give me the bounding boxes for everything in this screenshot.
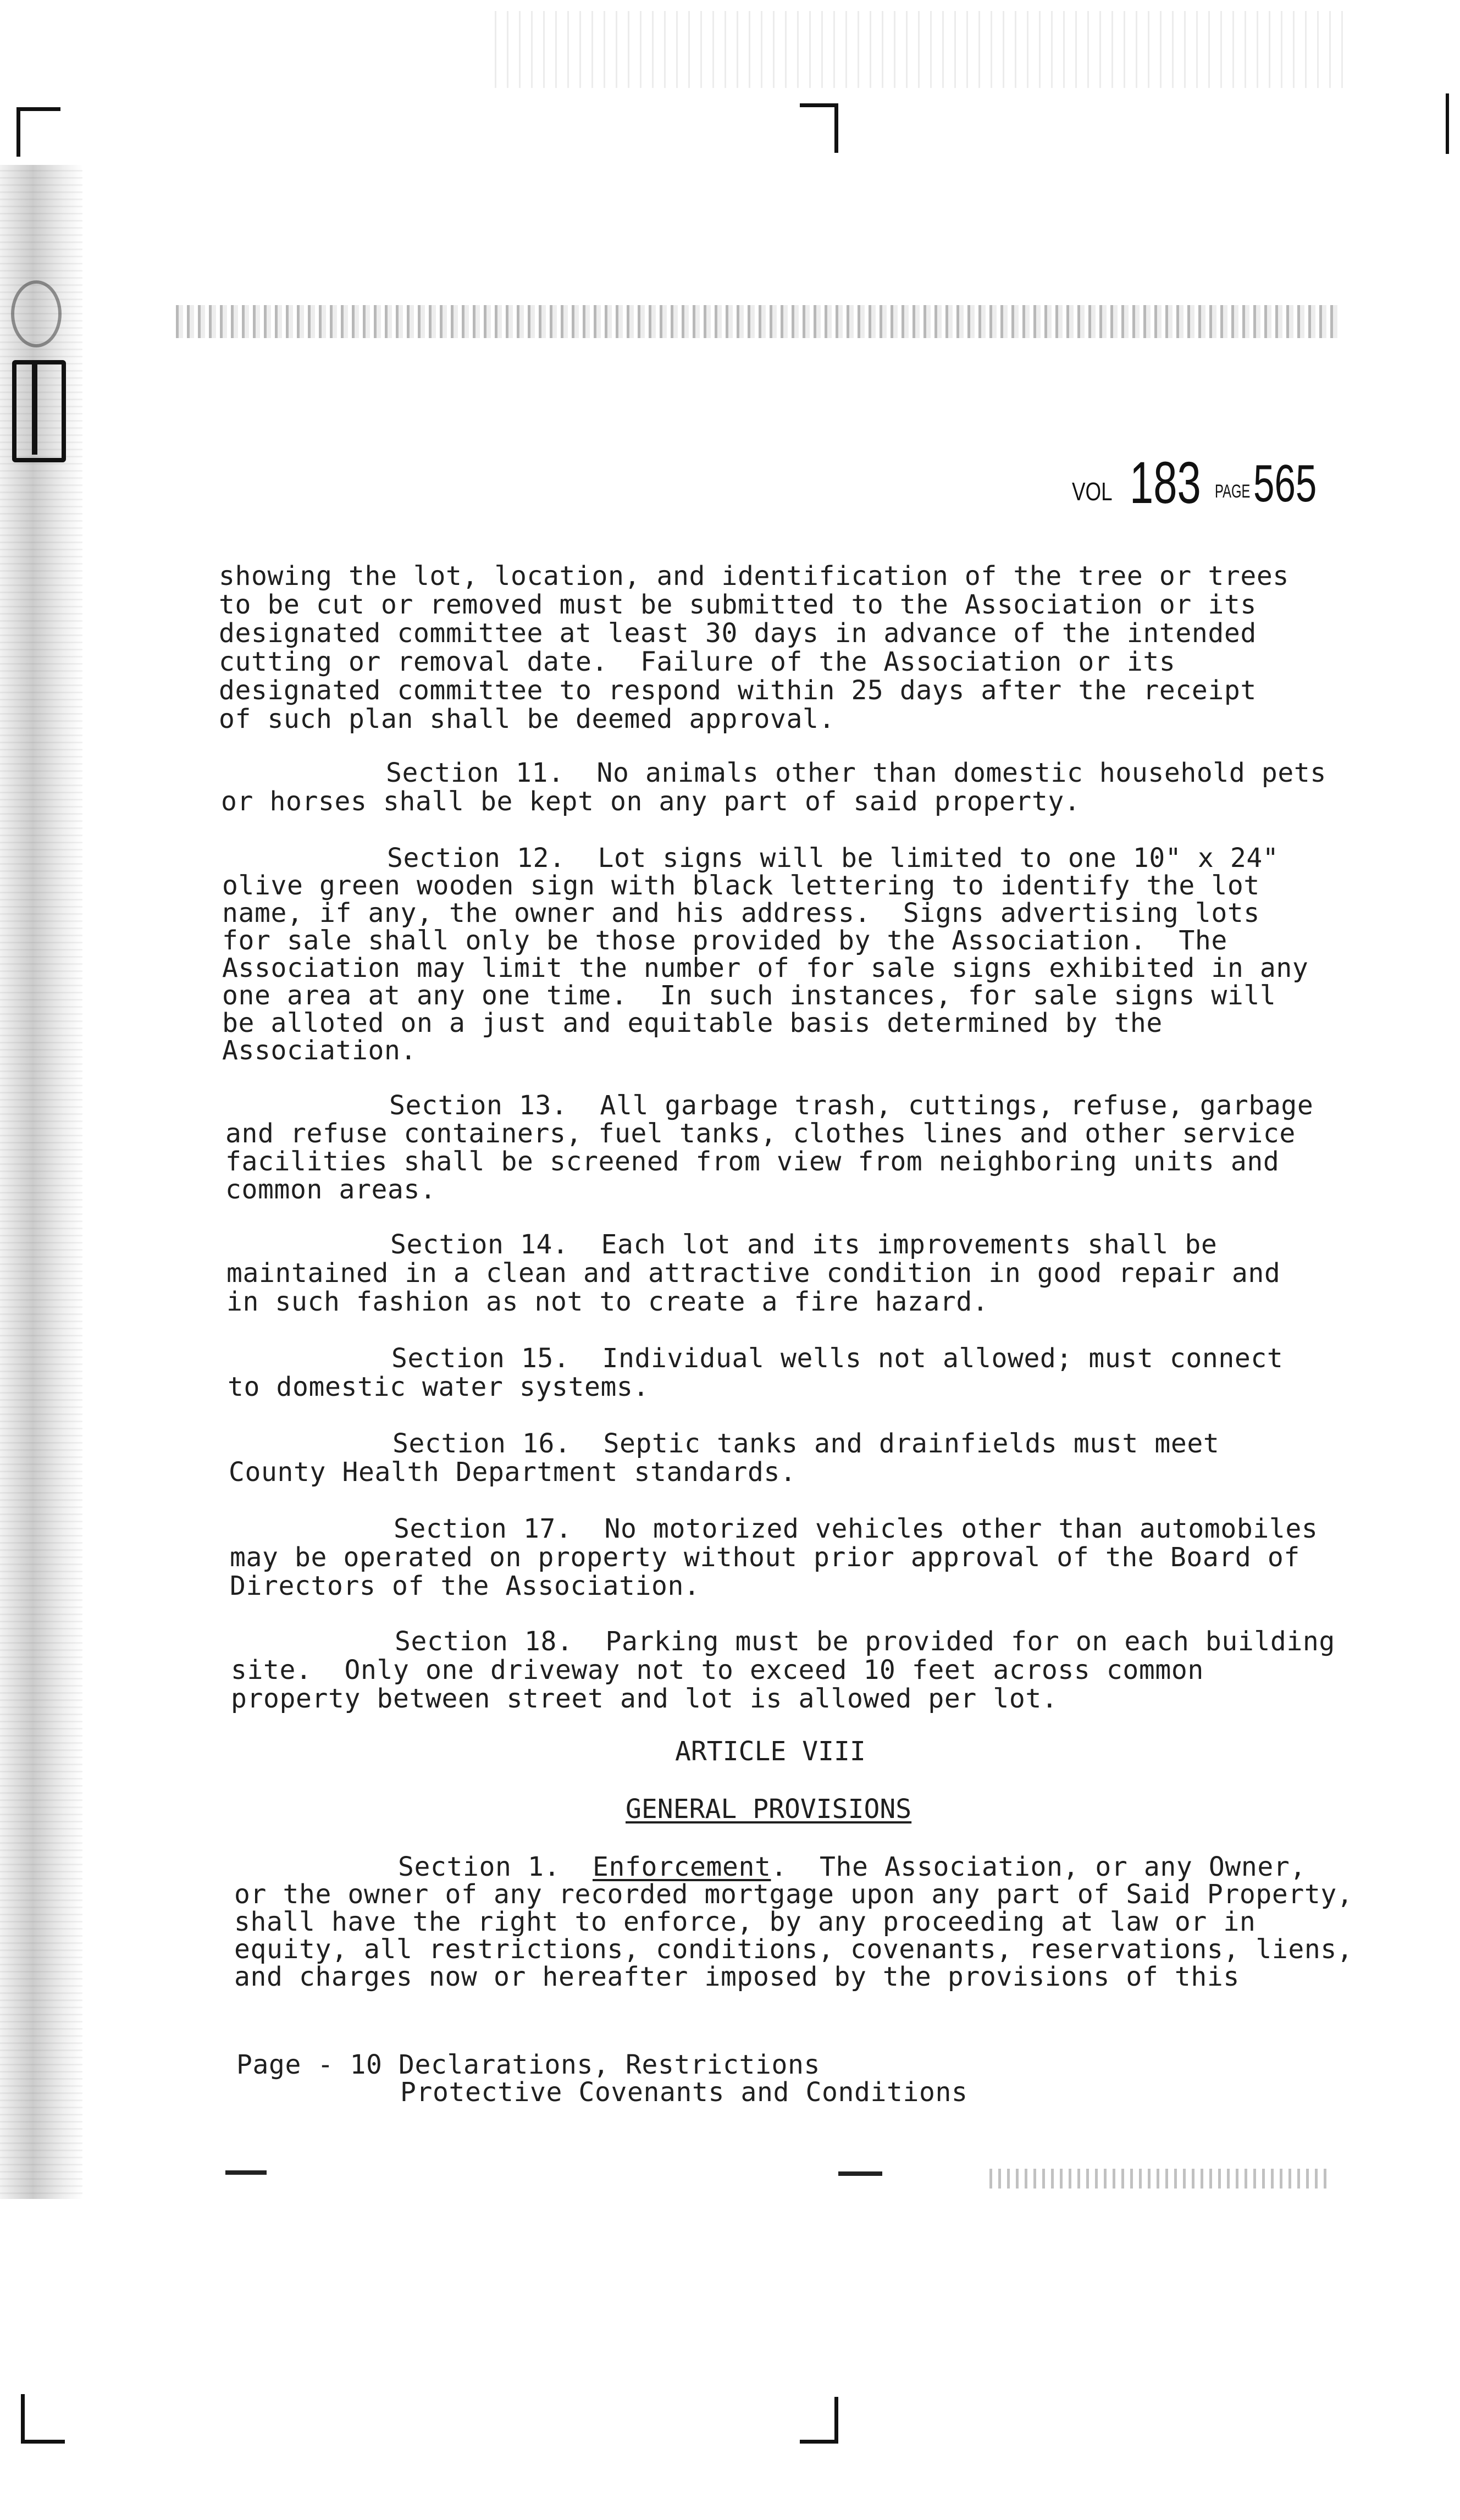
section-12-first-line: Section 12. Lot signs will be limited to one 10" x 24" bbox=[387, 843, 1279, 874]
text-line: to be cut or removed must be submitted to the Association or its bbox=[219, 589, 1257, 620]
page-number: 565 bbox=[1253, 454, 1317, 513]
scan-stripe-bottom bbox=[989, 2169, 1330, 2189]
text-line: common areas. bbox=[225, 1174, 436, 1205]
text-line: olive green wooden sign with black lettering to identify the lot bbox=[222, 870, 1260, 901]
scan-edge-shadow bbox=[0, 165, 82, 2199]
text-line: Association may limit the number of for sale signs exhibited in any bbox=[222, 953, 1309, 983]
scan-stripe-top bbox=[176, 305, 1341, 338]
section-number: Section 1. bbox=[398, 1852, 593, 1882]
section-11-first-line: Section 11. No animals other than domestic household pets bbox=[386, 758, 1326, 788]
text-line: designated committee to respond within 25 days after the receipt bbox=[219, 675, 1257, 706]
text-line: for sale shall only be those provided by the Association. The bbox=[222, 925, 1227, 956]
article-title: GENERAL PROVISIONS bbox=[626, 1794, 912, 1825]
article-number: ARTICLE VIII bbox=[675, 1736, 866, 1767]
text-line: name, if any, the owner and his address. Signs advertising lots bbox=[222, 898, 1260, 929]
text-line: in such fashion as not to create a fire hazard. bbox=[226, 1286, 989, 1317]
crop-mark-bottom-center-vertical bbox=[834, 2397, 838, 2444]
footer-page-line: Page - 10 Declarations, Restrictions bbox=[236, 2049, 820, 2080]
crop-mark-bottom-center-horizontal bbox=[800, 2440, 838, 2444]
text-line: shall have the right to enforce, by any proceeding at law or in bbox=[234, 1906, 1256, 1937]
vol-label: VOL bbox=[1072, 477, 1113, 506]
text-line: site. Only one driveway not to exceed 10 feet across common bbox=[231, 1655, 1204, 1685]
binding-hole-mark bbox=[11, 280, 62, 347]
volume-page-stamp bbox=[1072, 448, 1374, 514]
section-14-first-line: Section 14. Each lot and its improvements shall be bbox=[390, 1229, 1218, 1260]
section-text: . The Association, or any Owner, bbox=[771, 1852, 1306, 1882]
crop-mark-top-center-vertical bbox=[834, 103, 838, 153]
section-16-first-line: Section 16. Septic tanks and drainfields must meet bbox=[392, 1428, 1220, 1459]
text-line: or the owner of any recorded mortgage upon any part of Said Property, bbox=[234, 1879, 1353, 1910]
scan-noise-top bbox=[495, 11, 1347, 88]
crop-mark-top-center-horizontal bbox=[800, 103, 838, 107]
page-label: PAGE bbox=[1215, 481, 1251, 502]
text-line: to domestic water systems. bbox=[228, 1372, 649, 1402]
text-line: Directors of the Association. bbox=[230, 1571, 700, 1601]
scan-dash-center bbox=[838, 2171, 882, 2176]
crop-mark-top-left-vertical bbox=[16, 107, 20, 157]
text-line: maintained in a clean and attractive condition in good repair and bbox=[226, 1258, 1281, 1289]
text-line: of such plan shall be deemed approval. bbox=[219, 704, 835, 734]
vol-number: 183 bbox=[1130, 449, 1201, 516]
section-17-first-line: Section 17. No motorized vehicles other than automobiles bbox=[394, 1513, 1318, 1544]
text-line: cutting or removal date. Failure of the Association or its bbox=[219, 646, 1176, 677]
text-line: and charges now or hereafter imposed by the provisions of this bbox=[234, 1961, 1240, 1992]
section-18-first-line: Section 18. Parking must be provided for on each building bbox=[395, 1626, 1335, 1657]
scan-dash-left bbox=[225, 2170, 267, 2175]
enforcement-section-first-line bbox=[398, 1853, 1306, 1881]
text-line: equity, all restrictions, conditions, covenants, reservations, liens, bbox=[234, 1934, 1353, 1965]
crop-mark-bottom-left-horizontal bbox=[21, 2440, 65, 2444]
section-15-first-line: Section 15. Individual wells not allowed; must connect bbox=[391, 1343, 1284, 1374]
crop-mark-right-edge bbox=[1446, 93, 1449, 154]
text-line: designated committee at least 30 days in advance of the intended bbox=[219, 618, 1257, 649]
enforcement-heading: Enforcement bbox=[592, 1852, 771, 1882]
text-line: be alloted on a just and equitable basis determined by the bbox=[222, 1008, 1163, 1038]
text-line: facilities shall be screened from view from neighboring units and bbox=[225, 1146, 1280, 1177]
crop-mark-bottom-left-vertical bbox=[21, 2394, 25, 2444]
section-13-first-line: Section 13. All garbage trash, cuttings, refuse, garbage bbox=[389, 1090, 1314, 1121]
crop-mark-top-left-horizontal bbox=[16, 107, 60, 111]
text-line: or horses shall be kept on any part of said property. bbox=[221, 786, 1081, 817]
text-line: may be operated on property without prior approval of the Board of bbox=[230, 1542, 1300, 1573]
text-line: showing the lot, location, and identification of the tree or trees bbox=[219, 561, 1289, 592]
text-line: property between street and lot is allowed per lot. bbox=[231, 1683, 1058, 1714]
text-line: and refuse containers, fuel tanks, clothes lines and other service bbox=[225, 1118, 1296, 1149]
footer-second-line: Protective Covenants and Conditions bbox=[400, 2077, 968, 2108]
binding-clip-mark bbox=[12, 360, 66, 462]
text-line: County Health Department standards. bbox=[229, 1457, 797, 1488]
text-line: one area at any one time. In such instances, for sale signs will bbox=[222, 980, 1276, 1011]
text-line: Association. bbox=[222, 1035, 417, 1066]
